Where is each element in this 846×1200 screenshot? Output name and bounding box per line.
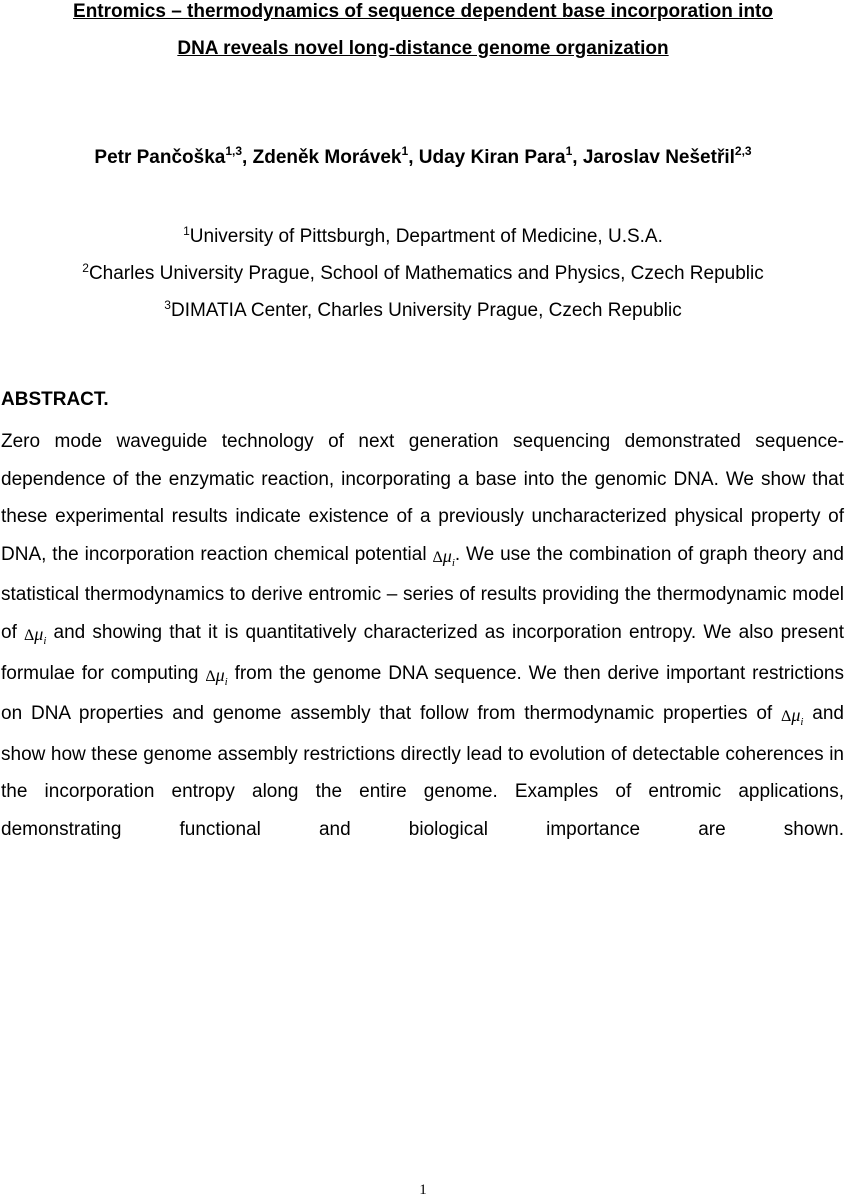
page-number: 1 [419, 1182, 427, 1198]
affiliation-list [0, 218, 846, 329]
abstract-text-segment: . We use the combination of graph theory and statistical thermodynamics to derive entromic – series of results providing the thermodynamic model of [1, 543, 844, 643]
affiliation-mark: 3 [164, 298, 171, 312]
author-affiliation-mark: 1 [565, 144, 573, 158]
abstract-text-segment: Zero mode waveguide technology of next generation sequencing demonstrated sequence-dependence of the enzymatic reaction, incorporating a base into the genomic DNA. We show that these experimental results indicate existence of a previously uncharacterized physical property of DNA, the incorporation reaction chemical potential [1, 431, 844, 565]
delta-mu-symbol: $\Delta\mu_i$ [781, 705, 804, 729]
affiliation-text: University of Pittsburgh, Department of Medicine, U.S.A. [189, 226, 663, 247]
author-affiliation-mark: 1,3 [225, 144, 243, 158]
author-name: Zdeněk Morávek [252, 147, 402, 168]
affiliation [0, 255, 846, 292]
author-name: Petr Pančoška [94, 147, 226, 168]
abstract-text-segment: and showing that it is quantitatively characterized as incorporation entropy. We also present formulae for computing [1, 621, 844, 684]
author-separator: , [242, 147, 253, 168]
affiliation-text: Charles University Prague, School of Mathematics and Physics, Czech Republic [88, 263, 764, 284]
affiliation [0, 292, 846, 329]
abstract-body [1, 423, 844, 849]
paper-title [0, 0, 846, 67]
delta-mu-symbol: $\Delta\mu_i$ [432, 545, 455, 569]
abstract-text-segment: from the genome DNA sequence. We then derive important restrictions on DNA properties and genome assembly that follow from thermodynamic properties of [1, 662, 844, 725]
author-affiliation-mark: 1 [401, 144, 409, 158]
delta-mu-symbol: $\Delta\mu_i$ [23, 623, 47, 647]
abstract-heading: ABSTRACT. [1, 389, 109, 410]
author-affiliation-mark: 2,3 [734, 144, 752, 158]
author-separator: , [572, 147, 583, 168]
title-line-1: Entromics – thermodynamics of sequence dependent base incorporation into [73, 1, 773, 22]
author-list [0, 144, 846, 172]
author-separator: , [408, 147, 419, 168]
title-line-2: DNA reveals novel long-distance genome organization [177, 38, 669, 59]
delta-mu-symbol: $\Delta\mu_i$ [205, 664, 228, 688]
affiliation-mark: 2 [82, 261, 89, 275]
affiliation [0, 218, 846, 255]
author-name: Jaroslav Nešetřil [582, 147, 735, 168]
abstract-text-segment: and show how these genome assembly restrictions directly lead to evolution of detectable coherences in the incorporation entropy along the entire genome. Examples of entromic applications, demonstrating functional and biological importance are shown. [1, 703, 844, 840]
author-name: Uday Kiran Para [418, 147, 566, 168]
affiliation-mark: 1 [183, 224, 190, 238]
affiliation-text: DIMATIA Center, Charles University Prague, Czech Republic [170, 300, 682, 321]
